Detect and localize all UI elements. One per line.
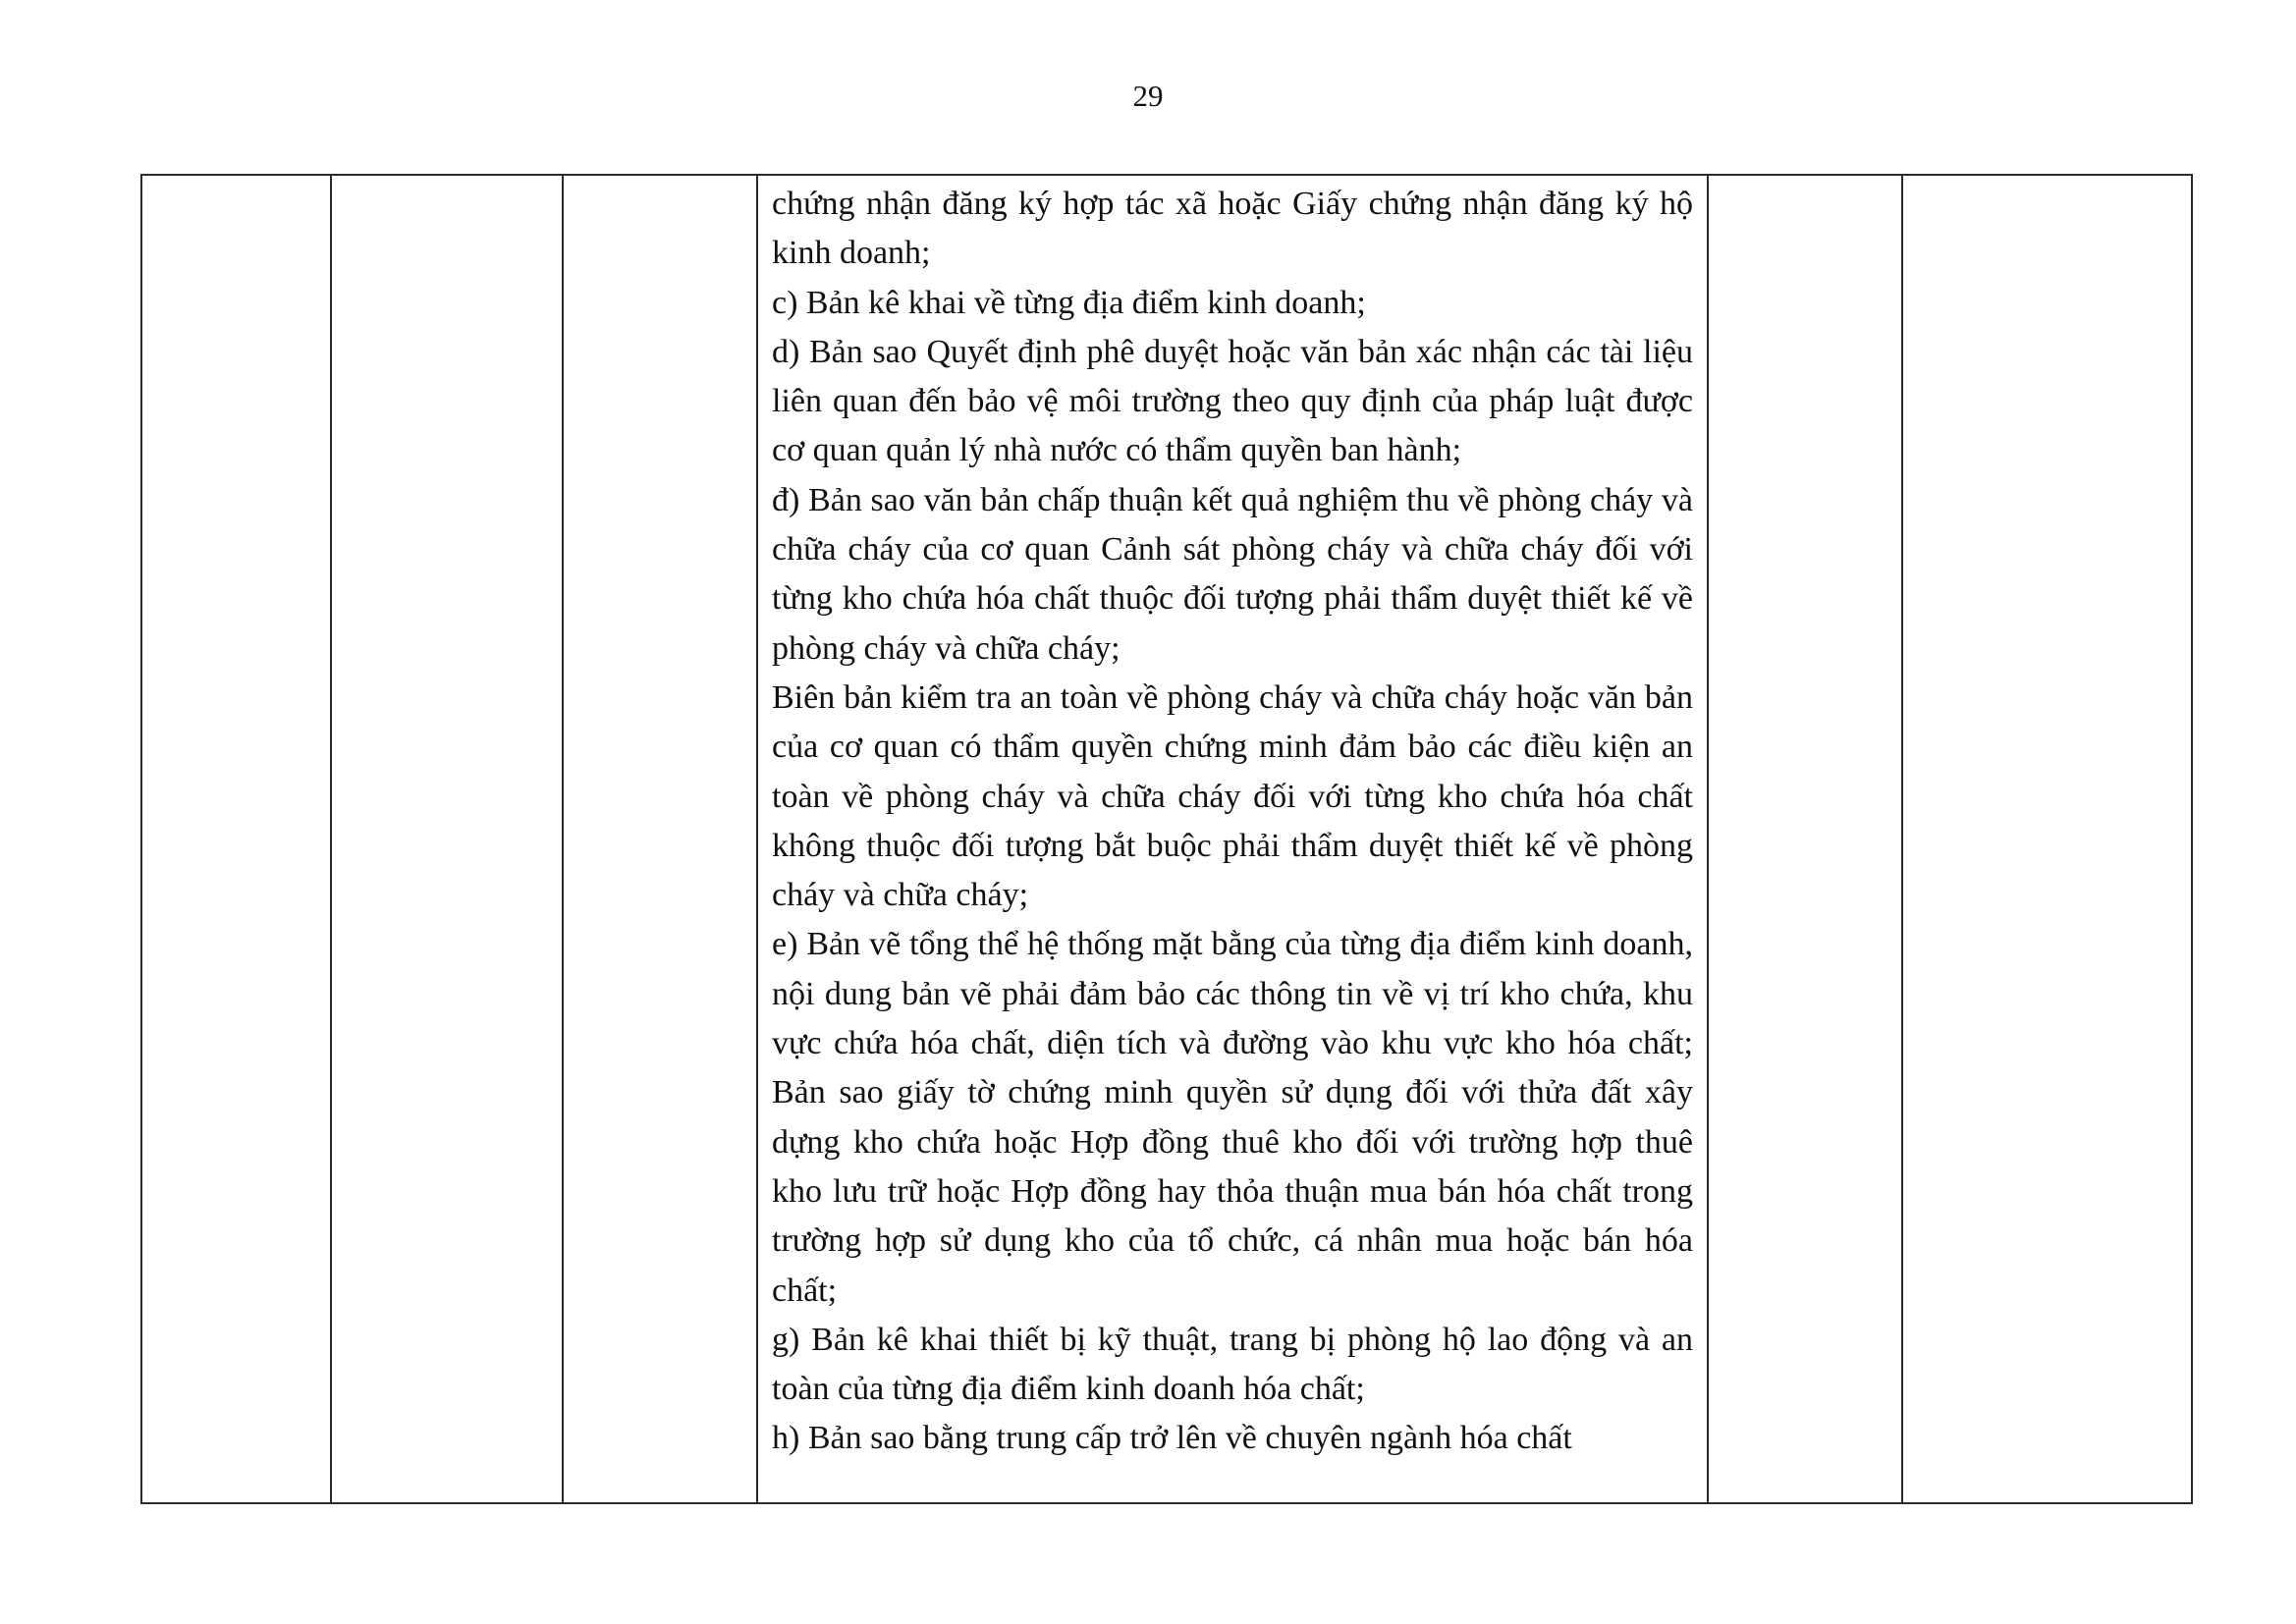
table-cell-col2 <box>331 175 563 1503</box>
table-cell-col1 <box>141 175 331 1503</box>
table-cell-col3 <box>563 175 757 1503</box>
paragraph-item-h: h) Bản sao bằng trung cấp trở lên về chuyên ngành hóa chất <box>772 1420 1572 1457</box>
paragraph-item-e: e) Bản vẽ tổng thể hệ thống mặt bằng của từng địa điểm kinh doanh, nội dung bản vẽ phải đảm bảo các thông tin về vị trí kho chứa, khu vực chứa hóa chất, diện tích và đường vào khu vực kho hóa chất; Bản sao giấy tờ chứng minh quyền sử dụng đối với thửa đất xây dựng kho chứa hoặc Hợp đồng thuê kho đối với trường hợp thuê kho lưu trữ hoặc Hợp đồng hay thỏa thuận mua bán hóa chất trong trường hợp sử dụng kho của tổ chức, cá nhân mua hoặc bán hóa chất; <box>772 926 1693 1309</box>
table-cell-col6 <box>1902 175 2192 1503</box>
table-cell-content <box>757 175 1708 1503</box>
document-table <box>140 174 2193 1504</box>
table-cell-col5 <box>1708 175 1902 1503</box>
paragraph-item-d: d) Bản sao Quyết định phê duyệt hoặc văn bản xác nhận các tài liệu liên quan đến bảo vệ môi trường theo quy định của pháp luật được cơ quan quản lý nhà nước có thẩm quyền ban hành; <box>772 333 1693 469</box>
page-number: 29 <box>1132 79 1164 113</box>
table-row <box>141 175 2192 1503</box>
paragraph-item-dd: đ) Bản sao văn bản chấp thuận kết quả nghiệm thu về phòng cháy và chữa cháy của cơ quan Cảnh sát phòng cháy và chữa cháy đối với từng kho chứa hóa chất thuộc đối tượng phải thẩm duyệt thiết kế về phòng cháy và chữa cháy; <box>772 481 1693 667</box>
paragraph-business-registration: chứng nhận đăng ký hợp tác xã hoặc Giấy chứng nhận đăng ký hộ kinh doanh; <box>772 186 1693 272</box>
paragraph-item-c: c) Bản kê khai về từng địa điểm kinh doanh; <box>772 284 1366 321</box>
paragraph-fire-safety-inspection: Biên bản kiểm tra an toàn về phòng cháy và chữa cháy hoặc văn bản của cơ quan có thẩm quyền chứng minh đảm bảo các điều kiện an toàn về phòng cháy và chữa cháy đối với từng kho chứa hóa chất không thuộc đối tượng bắt buộc phải thẩm duyệt thiết kế về phòng cháy và chữa cháy; <box>772 678 1693 914</box>
paragraph-item-g: g) Bản kê khai thiết bị kỹ thuật, trang bị phòng hộ lao động và an toàn của từng địa điểm kinh doanh hóa chất; <box>772 1321 1693 1408</box>
